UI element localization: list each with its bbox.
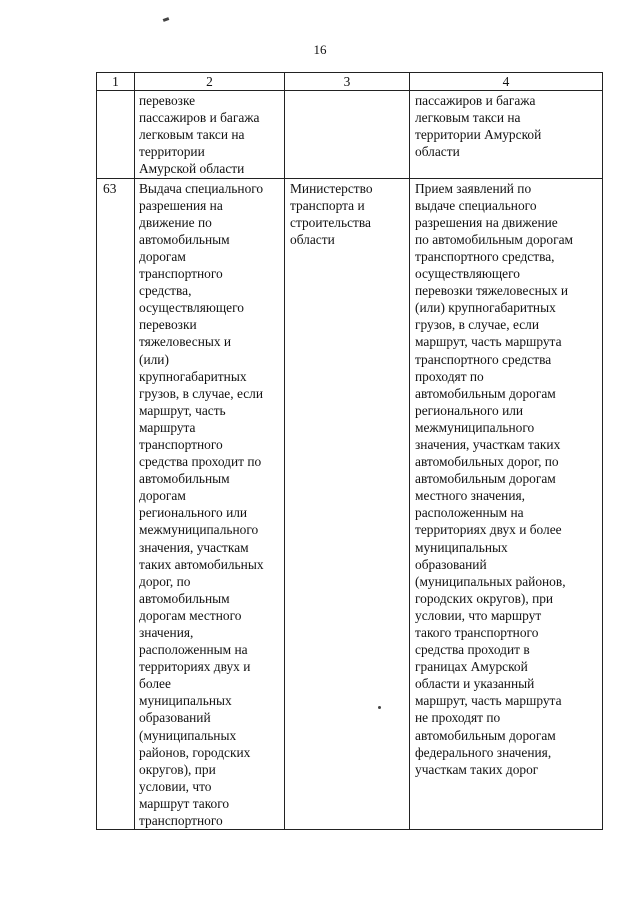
text-line: легковым такси на bbox=[415, 110, 521, 126]
row-number: 63 bbox=[97, 178, 135, 830]
text-line: территориях двух и bbox=[139, 659, 251, 675]
text-line: (муниципальных районов, bbox=[415, 573, 566, 589]
text-line: Прием заявлений по bbox=[415, 180, 532, 196]
text-line: более bbox=[139, 676, 171, 692]
text-line: тяжеловесных и bbox=[139, 334, 232, 350]
text-line: дорог, по bbox=[139, 573, 191, 589]
text-line: перевозке bbox=[139, 93, 196, 109]
text-line: средства проходит по bbox=[139, 454, 262, 470]
text-line: Министерство bbox=[290, 180, 373, 196]
text-line: автомобильным bbox=[139, 231, 230, 247]
text-line: грузов, в случае, если bbox=[139, 385, 264, 401]
text-line: районов, городских bbox=[139, 744, 251, 760]
text-line: пассажиров и багажа bbox=[139, 110, 260, 126]
text-line: транспортного bbox=[139, 266, 223, 282]
text-line: условии, что bbox=[139, 778, 212, 794]
text-line: средства, bbox=[139, 283, 192, 299]
text-line: участкам таких дорог bbox=[415, 761, 539, 777]
text-line: муниципальных bbox=[139, 693, 232, 709]
text-line: Выдача специального bbox=[139, 180, 264, 196]
text-line: транспортного bbox=[139, 813, 223, 829]
text-line: условии, что маршрут bbox=[415, 607, 542, 623]
text-line: автомобильным bbox=[139, 590, 230, 606]
text-line: выдаче специального bbox=[415, 197, 537, 213]
text-line: по автомобильным дорогам bbox=[415, 231, 573, 247]
text-line: дорогам bbox=[139, 488, 186, 504]
text-line: образований bbox=[139, 710, 211, 726]
authority-cell bbox=[285, 178, 410, 830]
text-line: осуществляющего bbox=[415, 266, 520, 282]
text-line: автомобильных дорог, по bbox=[415, 454, 559, 470]
text-line: разрешения на bbox=[139, 197, 223, 213]
text-line: крупногабаритных bbox=[139, 368, 247, 384]
text-line: значения, участкам bbox=[139, 539, 249, 555]
table-row-63 bbox=[97, 178, 603, 830]
text-line: транспортного средства bbox=[415, 351, 552, 367]
services-table bbox=[96, 72, 603, 830]
text-line: движение по bbox=[139, 214, 212, 230]
text-line: расположенным на bbox=[415, 505, 524, 521]
row-number bbox=[97, 91, 135, 178]
text-line: маршрута bbox=[139, 419, 196, 435]
text-line: области bbox=[290, 231, 335, 247]
text-line: округов), при bbox=[139, 761, 216, 777]
text-line: области и указанный bbox=[415, 676, 535, 692]
text-line: строительства bbox=[290, 214, 371, 230]
procedure-cell bbox=[410, 91, 603, 178]
text-line: территориях двух и более bbox=[415, 522, 562, 538]
text-line: дорогам bbox=[139, 248, 186, 264]
text-line: перевозки тяжеловесных и bbox=[415, 283, 569, 299]
text-line: не проходят по bbox=[415, 710, 501, 726]
text-line: пассажиров и багажа bbox=[415, 93, 536, 109]
text-line: грузов, в случае, если bbox=[415, 317, 540, 333]
authority-cell bbox=[285, 91, 410, 178]
text-line: осуществляющего bbox=[139, 300, 244, 316]
text-line: городских округов), при bbox=[415, 590, 554, 606]
text-line: дорогам местного bbox=[139, 607, 242, 623]
page-number: 16 bbox=[313, 42, 327, 57]
text-line: перевозки bbox=[139, 317, 197, 333]
service-name-cell bbox=[135, 178, 285, 830]
text-line: регионального или bbox=[139, 505, 248, 521]
header-col-2: 2 bbox=[135, 73, 285, 91]
header-col-1: 1 bbox=[97, 73, 135, 91]
text-line: значения, участкам таких bbox=[415, 436, 561, 452]
text-line: транспорта и bbox=[290, 197, 365, 213]
text-line: границах Амурской bbox=[415, 659, 528, 675]
text-line: легковым такси на bbox=[139, 127, 245, 143]
text-line: такого транспортного bbox=[415, 625, 539, 640]
text-line: межмуниципального bbox=[139, 522, 259, 538]
text-line: федерального значения, bbox=[415, 744, 552, 760]
text-line: таких автомобильных bbox=[139, 556, 264, 572]
text-line: проходят по bbox=[415, 368, 484, 384]
text-line: маршрут такого bbox=[139, 795, 230, 811]
header-row bbox=[97, 73, 603, 91]
text-line: муниципальных bbox=[415, 539, 508, 555]
text-line: автомобильным дорогам bbox=[415, 727, 556, 743]
text-line: (муниципальных bbox=[139, 727, 237, 743]
text-line: (или) bbox=[139, 351, 169, 367]
text-line: (или) крупногабаритных bbox=[415, 300, 556, 316]
table-row-continuation bbox=[97, 91, 603, 178]
text-line: маршрут, часть маршрута bbox=[415, 693, 562, 709]
text-line: области bbox=[415, 144, 460, 160]
text-line: территории Амурской bbox=[415, 127, 542, 143]
text-line: средства проходит в bbox=[415, 642, 530, 658]
text-line: разрешения на движение bbox=[415, 214, 558, 230]
text-line: Амурской области bbox=[139, 161, 245, 177]
text-line: транспортного bbox=[139, 436, 223, 452]
text-line: автомобильным дорогам bbox=[415, 471, 556, 487]
text-line: образований bbox=[415, 556, 487, 572]
procedure-cell bbox=[410, 178, 603, 830]
header-col-4: 4 bbox=[410, 73, 603, 91]
text-line: автомобильным дорогам bbox=[415, 385, 556, 401]
text-line: автомобильным bbox=[139, 471, 230, 487]
scan-artifact-top bbox=[163, 17, 170, 22]
text-line: маршрут, часть bbox=[139, 402, 226, 418]
text-line: расположенным на bbox=[139, 642, 248, 658]
text-line: транспортного средства, bbox=[415, 248, 555, 264]
service-name-cell bbox=[135, 91, 285, 178]
text-line: регионального или bbox=[415, 402, 524, 418]
text-line: межмуниципального bbox=[415, 419, 535, 435]
text-line: местного значения, bbox=[415, 488, 525, 504]
text-line: маршрут, часть маршрута bbox=[415, 334, 562, 350]
header-col-3: 3 bbox=[285, 73, 410, 91]
text-line: территории bbox=[139, 144, 205, 160]
text-line: значения, bbox=[139, 625, 194, 640]
